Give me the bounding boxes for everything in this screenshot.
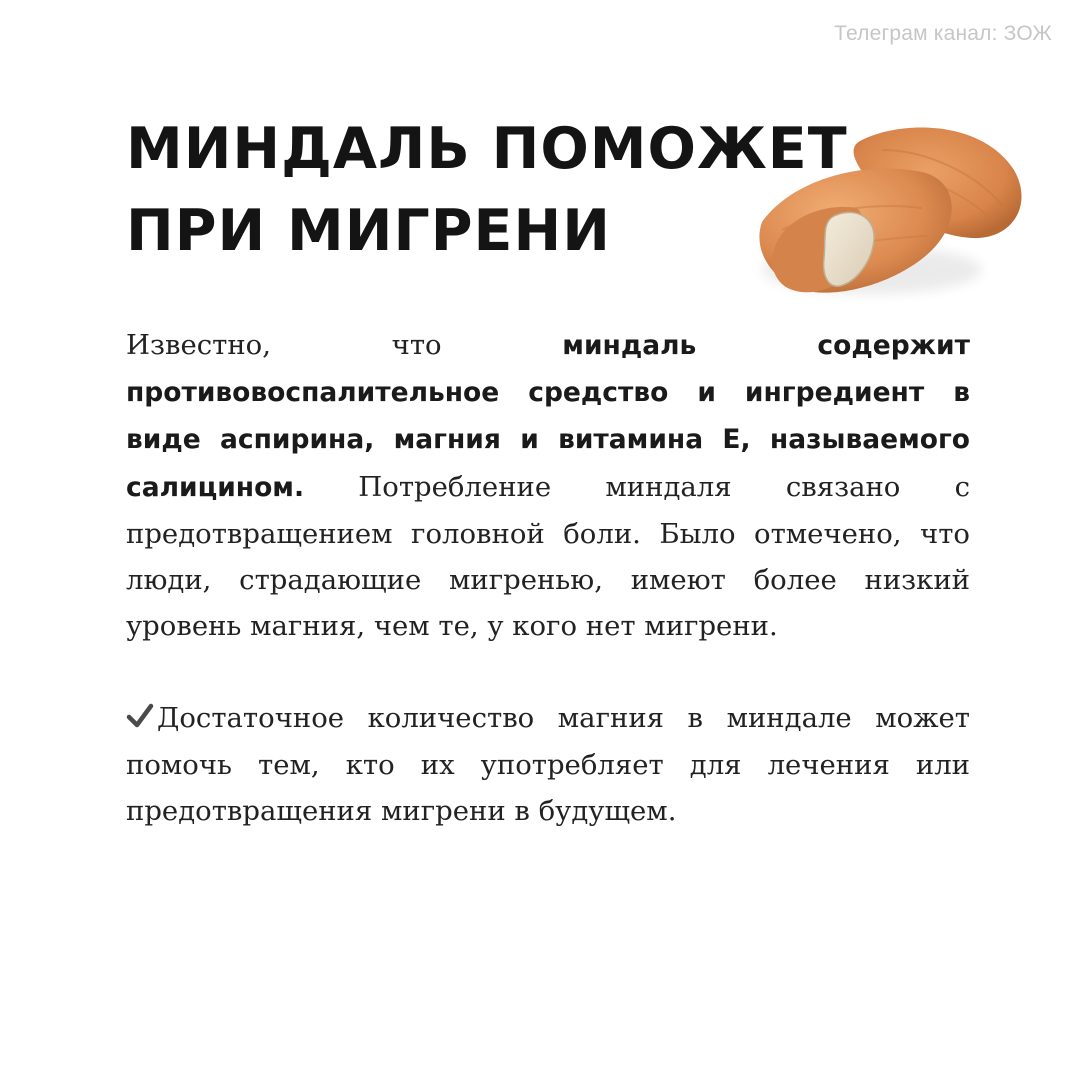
title-line-1: МИНДАЛЬ ПОМОЖЕТ [126, 116, 848, 182]
article-body [126, 322, 970, 834]
checkmark-icon [126, 703, 154, 729]
paragraph-1 [126, 322, 970, 649]
paragraph-1-bold: миндаль содержит противовоспалительное средство и ингредиент в виде аспирина, магния и витамина Е, называемого салицином. [126, 330, 970, 503]
paragraph-1-rest: Потребление миндаля связано с предотвращением головной боли. Было отмечено, что люди, страдающие мигренью, имеют более низкий уровень магния, чем те, у кого нет мигрени. [126, 470, 970, 643]
title-line-2: ПРИ МИГРЕНИ [126, 198, 611, 264]
almonds-illustration [752, 110, 1032, 310]
paragraph-1-intro: Известно, что [126, 329, 563, 361]
channel-label: Телеграм канал: ЗОЖ [834, 22, 1052, 45]
paragraph-2-text: Достаточное количество магния в миндале может помочь тем, кто их употребляет для лечения или предотвращения мигрени в будущем. [126, 702, 970, 827]
paragraph-2 [126, 695, 970, 834]
page-title [126, 108, 846, 272]
